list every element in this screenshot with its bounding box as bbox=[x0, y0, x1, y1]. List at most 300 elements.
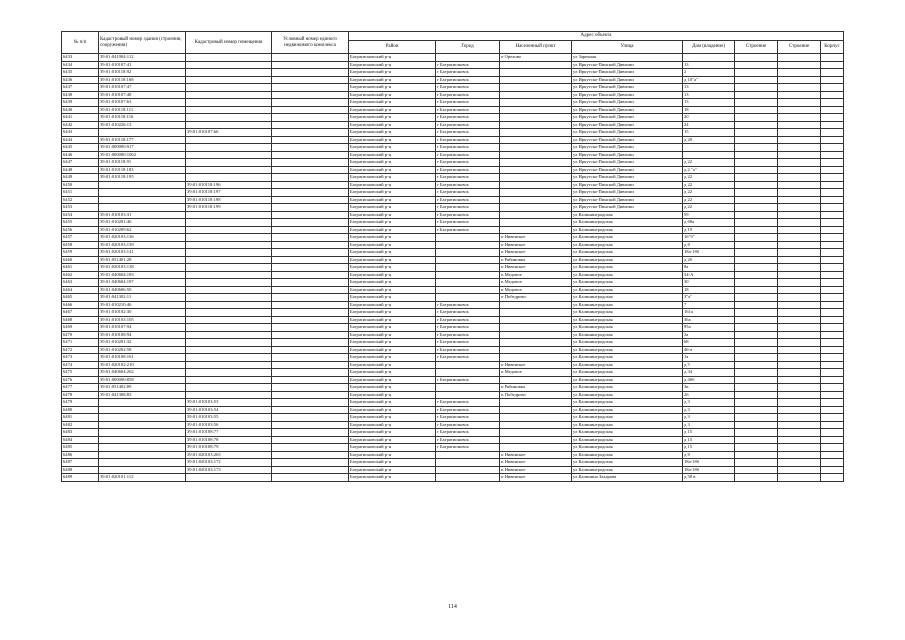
cell-building-cadastral: 39:01:040604:187 bbox=[99, 279, 186, 287]
cell-building-cadastral bbox=[99, 204, 186, 212]
cell-street: ул Калининградская bbox=[572, 226, 683, 234]
cell-num: 6449 bbox=[62, 174, 99, 182]
cell-house: д 22 bbox=[683, 196, 735, 204]
cell-locality bbox=[500, 219, 572, 227]
cell-building-cadastral: 39:01:010103:31 bbox=[99, 211, 186, 219]
header-address-group: Адрес объекта bbox=[349, 32, 844, 41]
cell-building bbox=[778, 166, 821, 174]
cell-building-cadastral: 39:01:010118:91 bbox=[99, 159, 186, 167]
cell-district: Багратионовский р-н bbox=[349, 466, 436, 474]
cell-num: 6434 bbox=[62, 61, 99, 69]
cell-building bbox=[778, 474, 821, 482]
cell-complex-number bbox=[272, 129, 349, 137]
cell-city bbox=[436, 54, 500, 62]
cell-house: 68 bbox=[683, 339, 735, 347]
cell-district: Багратионовский р-н bbox=[349, 181, 436, 189]
cell-building-cadastral: 39:01:010103:105 bbox=[99, 316, 186, 324]
cell-num: 6472 bbox=[62, 346, 99, 354]
cell-block bbox=[821, 144, 844, 152]
cell-locality bbox=[500, 129, 572, 137]
cell-premises-cadastral bbox=[186, 151, 272, 159]
cell-house: 46-а bbox=[683, 346, 735, 354]
cell-block bbox=[821, 466, 844, 474]
cell-structure bbox=[735, 384, 778, 392]
cell-premises-cadastral bbox=[186, 256, 272, 264]
cell-block bbox=[821, 436, 844, 444]
cell-building-cadastral: 39:01:010107:41 bbox=[99, 61, 186, 69]
cell-building bbox=[778, 309, 821, 317]
cell-city bbox=[436, 264, 500, 272]
cell-city: г Багратионовск bbox=[436, 181, 500, 189]
cell-city: г Багратионовск bbox=[436, 316, 500, 324]
cell-building-cadastral: 39:01:010201:32 bbox=[99, 339, 186, 347]
cell-street: ул Калининградская bbox=[572, 271, 683, 279]
cell-district: Багратионовский р-н bbox=[349, 376, 436, 384]
table-row bbox=[62, 339, 844, 347]
cell-premises-cadastral bbox=[186, 106, 272, 114]
cell-block bbox=[821, 271, 844, 279]
cell-num: 6443 bbox=[62, 129, 99, 137]
header-num: № п/п bbox=[62, 32, 99, 54]
cell-building-cadastral: 39:01:041302:11 bbox=[99, 294, 186, 302]
cell-building bbox=[778, 99, 821, 107]
cell-house: 3а bbox=[683, 331, 735, 339]
cell-num: 6477 bbox=[62, 384, 99, 392]
cell-district: Багратионовский р-н bbox=[349, 451, 436, 459]
table-row bbox=[62, 331, 844, 339]
table-row bbox=[62, 196, 844, 204]
cell-complex-number bbox=[272, 384, 349, 392]
cell-building-cadastral bbox=[99, 451, 186, 459]
cell-complex-number bbox=[272, 271, 349, 279]
cell-street: ул Иркутско-Пинской Дивизии bbox=[572, 159, 683, 167]
cell-house: д 20 bbox=[683, 136, 735, 144]
cell-house: 18а-18б bbox=[683, 249, 735, 257]
cell-num: 6467 bbox=[62, 309, 99, 317]
cell-locality bbox=[500, 99, 572, 107]
cell-num: 6458 bbox=[62, 241, 99, 249]
table-row bbox=[62, 159, 844, 167]
cell-num: 6450 bbox=[62, 181, 99, 189]
cell-complex-number bbox=[272, 294, 349, 302]
header-structure: Строение bbox=[735, 41, 778, 54]
cell-building-cadastral: 39:01:010202:58 bbox=[99, 346, 186, 354]
cell-building-cadastral bbox=[99, 429, 186, 437]
cell-building bbox=[778, 159, 821, 167]
cell-complex-number bbox=[272, 339, 349, 347]
cell-building-cadastral: 39:01:010118:168 bbox=[99, 76, 186, 84]
cell-structure bbox=[735, 421, 778, 429]
cell-complex-number bbox=[272, 474, 349, 482]
table-row bbox=[62, 414, 844, 422]
cell-city: г Багратионовск bbox=[436, 106, 500, 114]
table-row bbox=[62, 121, 844, 129]
cell-block bbox=[821, 414, 844, 422]
cell-house: д 10"а" bbox=[683, 76, 735, 84]
cell-premises-cadastral bbox=[186, 91, 272, 99]
cell-structure bbox=[735, 309, 778, 317]
cell-building bbox=[778, 136, 821, 144]
cell-building-cadastral bbox=[99, 466, 186, 474]
cell-street: ул Иркутско-Пинской Дивизии bbox=[572, 196, 683, 204]
cell-house: д 15 bbox=[683, 436, 735, 444]
table-row bbox=[62, 136, 844, 144]
cell-street: ул Калининградская bbox=[572, 369, 683, 377]
cell-block bbox=[821, 106, 844, 114]
cell-building-cadastral: 39:01:010107:63 bbox=[99, 99, 186, 107]
cell-locality bbox=[500, 211, 572, 219]
cell-house: д 22 bbox=[683, 189, 735, 197]
cell-district: Багратионовский р-н bbox=[349, 369, 436, 377]
cell-structure bbox=[735, 331, 778, 339]
cell-city: г Багратионовск bbox=[436, 444, 500, 452]
cell-city: г Багратионовск bbox=[436, 331, 500, 339]
cell-city: г Багратионовск bbox=[436, 376, 500, 384]
cell-building bbox=[778, 286, 821, 294]
cell-street: ул Калининградская bbox=[572, 444, 683, 452]
cell-house: 13 bbox=[683, 61, 735, 69]
cell-house bbox=[683, 151, 735, 159]
cell-complex-number bbox=[272, 121, 349, 129]
cell-complex-number bbox=[272, 234, 349, 242]
cell-house: д 3 bbox=[683, 399, 735, 407]
cell-num: 6488 bbox=[62, 466, 99, 474]
cell-city: г Багратионовск bbox=[436, 174, 500, 182]
cell-street: ул Калининградская bbox=[572, 256, 683, 264]
cell-house: д 8 bbox=[683, 241, 735, 249]
cell-premises-cadastral: 39:01:010108:77 bbox=[186, 429, 272, 437]
cell-building-cadastral: 39:01:010210:46 bbox=[99, 301, 186, 309]
cell-building bbox=[778, 151, 821, 159]
cell-structure bbox=[735, 121, 778, 129]
cell-block bbox=[821, 226, 844, 234]
cell-street: ул Калининградская bbox=[572, 391, 683, 399]
cell-structure bbox=[735, 466, 778, 474]
cell-house: д 2б bbox=[683, 256, 735, 264]
cell-premises-cadastral bbox=[186, 84, 272, 92]
cell-house: 36а bbox=[683, 316, 735, 324]
cell-block bbox=[821, 91, 844, 99]
cell-block bbox=[821, 174, 844, 182]
cell-num: 6468 bbox=[62, 316, 99, 324]
cell-block bbox=[821, 346, 844, 354]
cell-city: г Багратионовск bbox=[436, 339, 500, 347]
cell-city: г Багратионовск bbox=[436, 429, 500, 437]
cell-street: ул Иркутско-Пинской Дивизии bbox=[572, 61, 683, 69]
cell-num: 6451 bbox=[62, 189, 99, 197]
cell-house bbox=[683, 54, 735, 62]
cell-house: 18а-18б bbox=[683, 459, 735, 467]
cell-street: ул Калининградская bbox=[572, 331, 683, 339]
cell-house: 7 bbox=[683, 301, 735, 309]
cell-premises-cadastral bbox=[186, 391, 272, 399]
cell-house: 13 bbox=[683, 91, 735, 99]
cell-house: 3в bbox=[683, 384, 735, 392]
cell-street: ул Иркутско-Пинской Дивизии bbox=[572, 114, 683, 122]
cell-district: Багратионовский р-н bbox=[349, 151, 436, 159]
cell-block bbox=[821, 219, 844, 227]
cell-complex-number bbox=[272, 354, 349, 362]
cell-district: Багратионовский р-н bbox=[349, 249, 436, 257]
header-locality: Населенный пункт bbox=[500, 41, 572, 54]
cell-num: 6441 bbox=[62, 114, 99, 122]
cell-premises-cadastral: 39:01:010118:197 bbox=[186, 189, 272, 197]
cell-city: г Багратионовск bbox=[436, 324, 500, 332]
cell-city: г Багратионовск bbox=[436, 91, 500, 99]
cell-building bbox=[778, 361, 821, 369]
cell-street: ул Иркутско-Пинской Дивизии bbox=[572, 106, 683, 114]
cell-building bbox=[778, 61, 821, 69]
cell-building-cadastral: 39:01:041904:112 bbox=[99, 54, 186, 62]
cell-building-cadastral: 39:01:040604:262 bbox=[99, 369, 186, 377]
cell-locality bbox=[500, 399, 572, 407]
cell-complex-number bbox=[272, 466, 349, 474]
cell-district: Багратионовский р-н bbox=[349, 294, 436, 302]
cell-structure bbox=[735, 414, 778, 422]
cell-district: Багратионовский р-н bbox=[349, 189, 436, 197]
cell-block bbox=[821, 234, 844, 242]
cell-district: Багратионовский р-н bbox=[349, 406, 436, 414]
cell-premises-cadastral bbox=[186, 474, 272, 482]
cell-structure bbox=[735, 444, 778, 452]
cell-locality bbox=[500, 354, 572, 362]
cell-street: ул Калининградская bbox=[572, 234, 683, 242]
table-row bbox=[62, 204, 844, 212]
cell-num: 6470 bbox=[62, 331, 99, 339]
cell-num: 6456 bbox=[62, 226, 99, 234]
cell-locality bbox=[500, 144, 572, 152]
table-row bbox=[62, 151, 844, 159]
cell-num: 6439 bbox=[62, 99, 99, 107]
cell-premises-cadastral bbox=[186, 324, 272, 332]
cell-structure bbox=[735, 99, 778, 107]
cell-building-cadastral: 39:01:000000:1062 bbox=[99, 151, 186, 159]
cell-city: г Багратионовск bbox=[436, 211, 500, 219]
cell-locality bbox=[500, 84, 572, 92]
cell-complex-number bbox=[272, 211, 349, 219]
cell-building-cadastral: 39:01:051402:89 bbox=[99, 384, 186, 392]
cell-city: г Багратионовск bbox=[436, 301, 500, 309]
table-row bbox=[62, 226, 844, 234]
cell-structure bbox=[735, 451, 778, 459]
cell-locality bbox=[500, 114, 572, 122]
cell-building bbox=[778, 294, 821, 302]
cell-locality bbox=[500, 76, 572, 84]
cell-premises-cadastral bbox=[186, 69, 272, 77]
table-row bbox=[62, 61, 844, 69]
cell-district: Багратионовский р-н bbox=[349, 474, 436, 482]
cell-house: 16"б" bbox=[683, 234, 735, 242]
cell-premises-cadastral: 39:01:010103:55 bbox=[186, 414, 272, 422]
cell-num: 6433 bbox=[62, 54, 99, 62]
cell-complex-number bbox=[272, 301, 349, 309]
cell-block bbox=[821, 114, 844, 122]
cell-building bbox=[778, 376, 821, 384]
cell-block bbox=[821, 324, 844, 332]
cell-street: ул Иркутско-Пинской Дивизии bbox=[572, 144, 683, 152]
cell-complex-number bbox=[272, 391, 349, 399]
cell-num: 6460 bbox=[62, 256, 99, 264]
cell-city bbox=[436, 279, 500, 287]
cell-house: 24 bbox=[683, 121, 735, 129]
cell-building-cadastral bbox=[99, 189, 186, 197]
table-row bbox=[62, 444, 844, 452]
cell-city bbox=[436, 384, 500, 392]
cell-num: 6465 bbox=[62, 294, 99, 302]
cell-complex-number bbox=[272, 91, 349, 99]
cell-house: д 58 в bbox=[683, 474, 735, 482]
cell-building-cadastral: 39:01:000000:917 bbox=[99, 144, 186, 152]
cell-premises-cadastral bbox=[186, 271, 272, 279]
cell-complex-number bbox=[272, 226, 349, 234]
cell-complex-number bbox=[272, 376, 349, 384]
cell-district: Багратионовский р-н bbox=[349, 196, 436, 204]
cell-building-cadastral bbox=[99, 444, 186, 452]
cell-locality bbox=[500, 196, 572, 204]
cell-street: ул Калининградская bbox=[572, 399, 683, 407]
table-row bbox=[62, 301, 844, 309]
cell-building-cadastral: 39:01:010118:183 bbox=[99, 166, 186, 174]
cell-city bbox=[436, 451, 500, 459]
cell-block bbox=[821, 211, 844, 219]
cell-premises-cadastral: 39:01:010107:66 bbox=[186, 129, 272, 137]
cell-building-cadastral: 39:01:010108:94 bbox=[99, 331, 186, 339]
cell-district: Багратионовский р-н bbox=[349, 144, 436, 152]
cell-street: ул Иркутско-Пинской Дивизии bbox=[572, 129, 683, 137]
cell-block bbox=[821, 84, 844, 92]
cell-street: ул Иркутско-Пинской Дивизии bbox=[572, 69, 683, 77]
cell-building bbox=[778, 241, 821, 249]
cell-building bbox=[778, 279, 821, 287]
cell-structure bbox=[735, 69, 778, 77]
cell-block bbox=[821, 444, 844, 452]
cell-street: ул Калининградская bbox=[572, 316, 683, 324]
table-row bbox=[62, 241, 844, 249]
cell-structure bbox=[735, 399, 778, 407]
cell-building-cadastral: 39:01:020103:138 bbox=[99, 264, 186, 272]
cell-locality bbox=[500, 106, 572, 114]
cell-structure bbox=[735, 159, 778, 167]
cell-locality bbox=[500, 324, 572, 332]
cell-building-cadastral: 39:01:010226:13 bbox=[99, 121, 186, 129]
cell-building-cadastral bbox=[99, 399, 186, 407]
cell-structure bbox=[735, 234, 778, 242]
cell-structure bbox=[735, 474, 778, 482]
cell-house: 15 bbox=[683, 129, 735, 137]
cell-complex-number bbox=[272, 316, 349, 324]
cell-house: 95а bbox=[683, 324, 735, 332]
cell-structure bbox=[735, 181, 778, 189]
cell-num: 6453 bbox=[62, 204, 99, 212]
cell-building-cadastral bbox=[99, 459, 186, 467]
cell-structure bbox=[735, 354, 778, 362]
cell-premises-cadastral: 39:01:020103:173 bbox=[186, 466, 272, 474]
cell-house: 3"а" bbox=[683, 294, 735, 302]
cell-building-cadastral bbox=[99, 406, 186, 414]
cell-locality bbox=[500, 436, 572, 444]
cell-building bbox=[778, 204, 821, 212]
cell-structure bbox=[735, 429, 778, 437]
cell-district: Багратионовский р-н bbox=[349, 429, 436, 437]
cell-block bbox=[821, 451, 844, 459]
cell-building-cadastral: 39:01:010118:92 bbox=[99, 69, 186, 77]
cell-street: ул Калининградская bbox=[572, 451, 683, 459]
cell-street: ул Калининградская bbox=[572, 264, 683, 272]
cell-structure bbox=[735, 106, 778, 114]
cell-house: д 22 bbox=[683, 174, 735, 182]
cell-street: ул Калининградская bbox=[572, 421, 683, 429]
cell-complex-number bbox=[272, 159, 349, 167]
cell-num: 6445 bbox=[62, 144, 99, 152]
cell-num: 6447 bbox=[62, 159, 99, 167]
cell-building bbox=[778, 69, 821, 77]
cell-premises-cadastral bbox=[186, 279, 272, 287]
cell-locality bbox=[500, 121, 572, 129]
cell-district: Багратионовский р-н bbox=[349, 54, 436, 62]
cell-street: ул Калининградская bbox=[572, 429, 683, 437]
cell-structure bbox=[735, 174, 778, 182]
cell-structure bbox=[735, 301, 778, 309]
cell-locality: п Нивенское bbox=[500, 459, 572, 467]
cell-house: д 40б bbox=[683, 376, 735, 384]
cell-city bbox=[436, 369, 500, 377]
cell-locality bbox=[500, 331, 572, 339]
cell-premises-cadastral bbox=[186, 384, 272, 392]
cell-complex-number bbox=[272, 166, 349, 174]
table-row bbox=[62, 384, 844, 392]
cell-house: 30 bbox=[683, 279, 735, 287]
cell-district: Багратионовский р-н bbox=[349, 399, 436, 407]
cell-house: 2 bbox=[683, 69, 735, 77]
table-row bbox=[62, 76, 844, 84]
cell-structure bbox=[735, 376, 778, 384]
cell-district: Багратионовский р-н bbox=[349, 61, 436, 69]
cell-locality: п Медовое bbox=[500, 369, 572, 377]
table-row bbox=[62, 309, 844, 317]
cell-building-cadastral: 39:01:000000:858 bbox=[99, 376, 186, 384]
cell-complex-number bbox=[272, 174, 349, 182]
cell-house: 20 bbox=[683, 114, 735, 122]
cell-house: д 15 bbox=[683, 429, 735, 437]
cell-building bbox=[778, 391, 821, 399]
cell-locality: п Нивенское bbox=[500, 466, 572, 474]
cell-premises-cadastral bbox=[186, 211, 272, 219]
cell-district: Багратионовский р-н bbox=[349, 241, 436, 249]
cell-house: 18 bbox=[683, 286, 735, 294]
cell-num: 6466 bbox=[62, 301, 99, 309]
cell-structure bbox=[735, 459, 778, 467]
cell-structure bbox=[735, 196, 778, 204]
cell-premises-cadastral bbox=[186, 144, 272, 152]
cell-locality bbox=[500, 136, 572, 144]
table-row bbox=[62, 249, 844, 257]
cell-block bbox=[821, 61, 844, 69]
table-row bbox=[62, 69, 844, 77]
cell-locality bbox=[500, 61, 572, 69]
header-block: Корпус bbox=[821, 41, 844, 54]
cell-district: Багратионовский р-н bbox=[349, 226, 436, 234]
header-city: Город bbox=[436, 41, 500, 54]
cell-complex-number bbox=[272, 204, 349, 212]
cell-structure bbox=[735, 151, 778, 159]
cell-house: д 3 bbox=[683, 414, 735, 422]
cell-complex-number bbox=[272, 459, 349, 467]
cell-district: Багратионовский р-н bbox=[349, 421, 436, 429]
cell-block bbox=[821, 159, 844, 167]
cell-block bbox=[821, 354, 844, 362]
cell-street: ул Иркутско-Пинской Дивизии bbox=[572, 99, 683, 107]
cell-block bbox=[821, 129, 844, 137]
